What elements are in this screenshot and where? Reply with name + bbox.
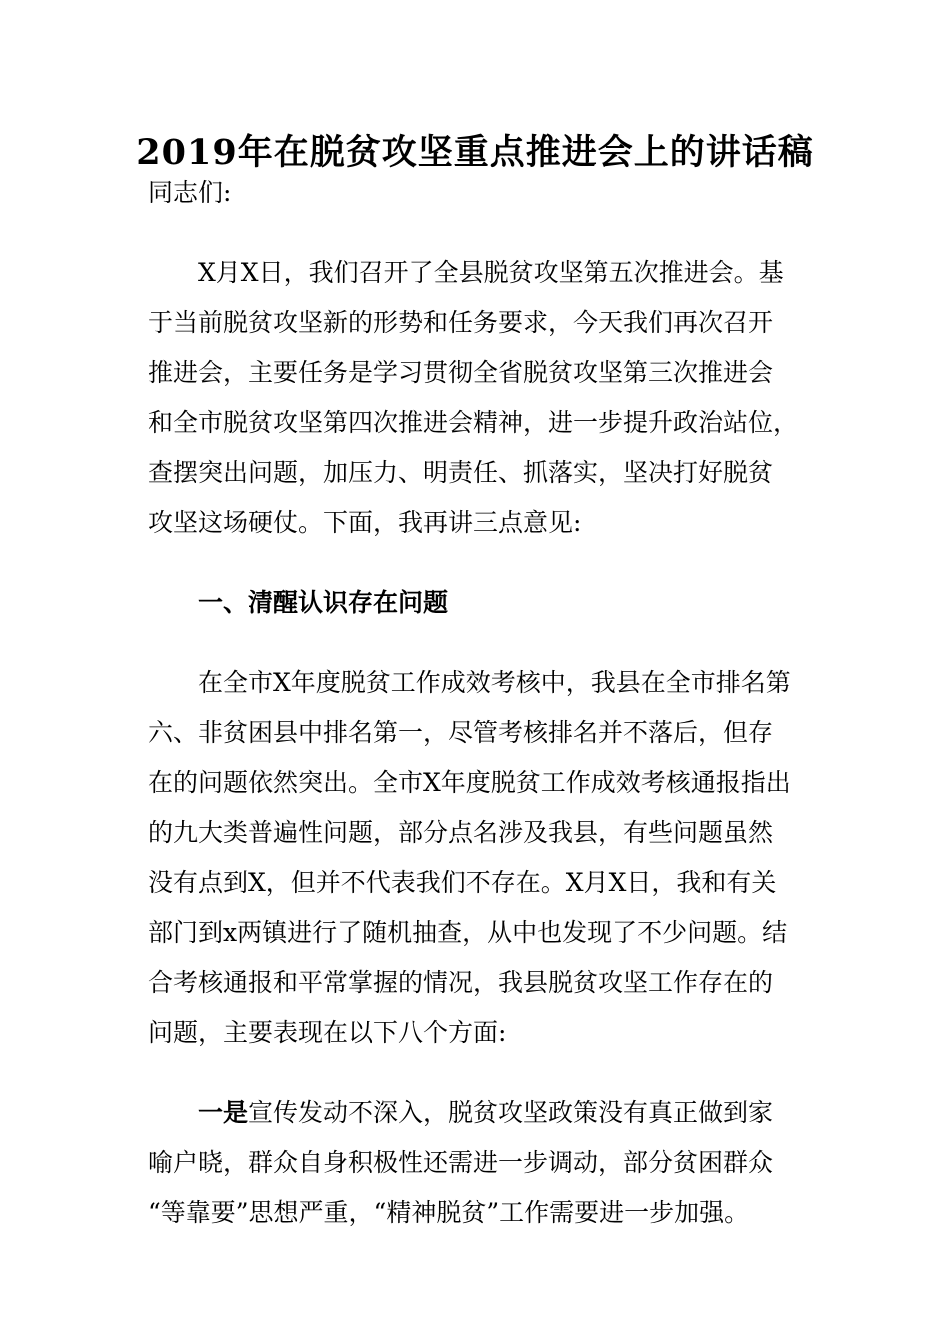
paragraph-line: X月X日，我们召开了全县脱贫攻坚第五次推进会。基 (198, 258, 784, 287)
paragraph-line: 推进会，主要任务是学习贯彻全省脱贫攻坚第三次推进会 (148, 358, 774, 387)
paragraph-line: 的九大类普遍性问题，部分点名涉及我县，有些问题虽然 (148, 818, 774, 847)
salutation: 同志们: (148, 178, 232, 207)
paragraph-line: 和全市脱贫攻坚第四次推进会精神，进一步提升政治站位， (148, 408, 799, 437)
paragraph-line: 攻坚这场硬仗。下面，我再讲三点意见: (148, 508, 582, 537)
paragraph-line: 在全市X年度脱贫工作成效考核中，我县在全市排名第 (198, 668, 791, 697)
paragraph-gap (148, 218, 808, 248)
paragraph-line: 查摆突出问题，加压力、明责任、抓落实，坚决打好脱贫 (148, 458, 774, 487)
paragraph-gap (148, 548, 808, 578)
paragraph-line: 问题，主要表现在以下八个方面: (148, 1018, 507, 1047)
paragraph-gap (148, 628, 808, 658)
paragraph-line: 没有点到X，但并不代表我们不存在。X月X日，我和有关 (148, 868, 777, 897)
paragraph-line: 合考核通报和平常掌握的情况，我县脱贫攻坚工作存在的 (148, 968, 774, 997)
document-body (148, 168, 808, 1238)
paragraph-line: 喻户晓，群众自身积极性还需进一步调动，部分贫困群众 (148, 1148, 774, 1177)
paragraph-gap (148, 1058, 808, 1088)
paragraph-line (148, 1088, 808, 1138)
paragraph-point-one (148, 1088, 808, 1238)
paragraph-intro (148, 248, 808, 548)
paragraph-line: 在的问题依然突出。全市X年度脱贫工作成效考核通报指出 (148, 768, 791, 797)
paragraph-line: 六、非贫困县中排名第一，尽管考核排名并不落后，但存 (148, 718, 774, 747)
point-text: 宣传发动不深入，脱贫攻坚政策没有真正做到家 (248, 1098, 774, 1127)
paragraph-problems (148, 658, 808, 1058)
section-heading: 一、清醒认识存在问题 (198, 588, 449, 617)
paragraph-line: 部门到x两镇进行了随机抽查，从中也发现了不少问题。结 (148, 918, 788, 947)
document-title: 2019年在脱贫攻坚重点推进会上的讲话稿 (136, 132, 814, 173)
paragraph-line: 于当前脱贫攻坚新的形势和任务要求，今天我们再次召开 (148, 308, 774, 337)
paragraph-line: “等靠要”思想严重，“精神脱贫”工作需要进一步加强。 (148, 1198, 750, 1227)
point-lead: 一是 (198, 1098, 249, 1127)
